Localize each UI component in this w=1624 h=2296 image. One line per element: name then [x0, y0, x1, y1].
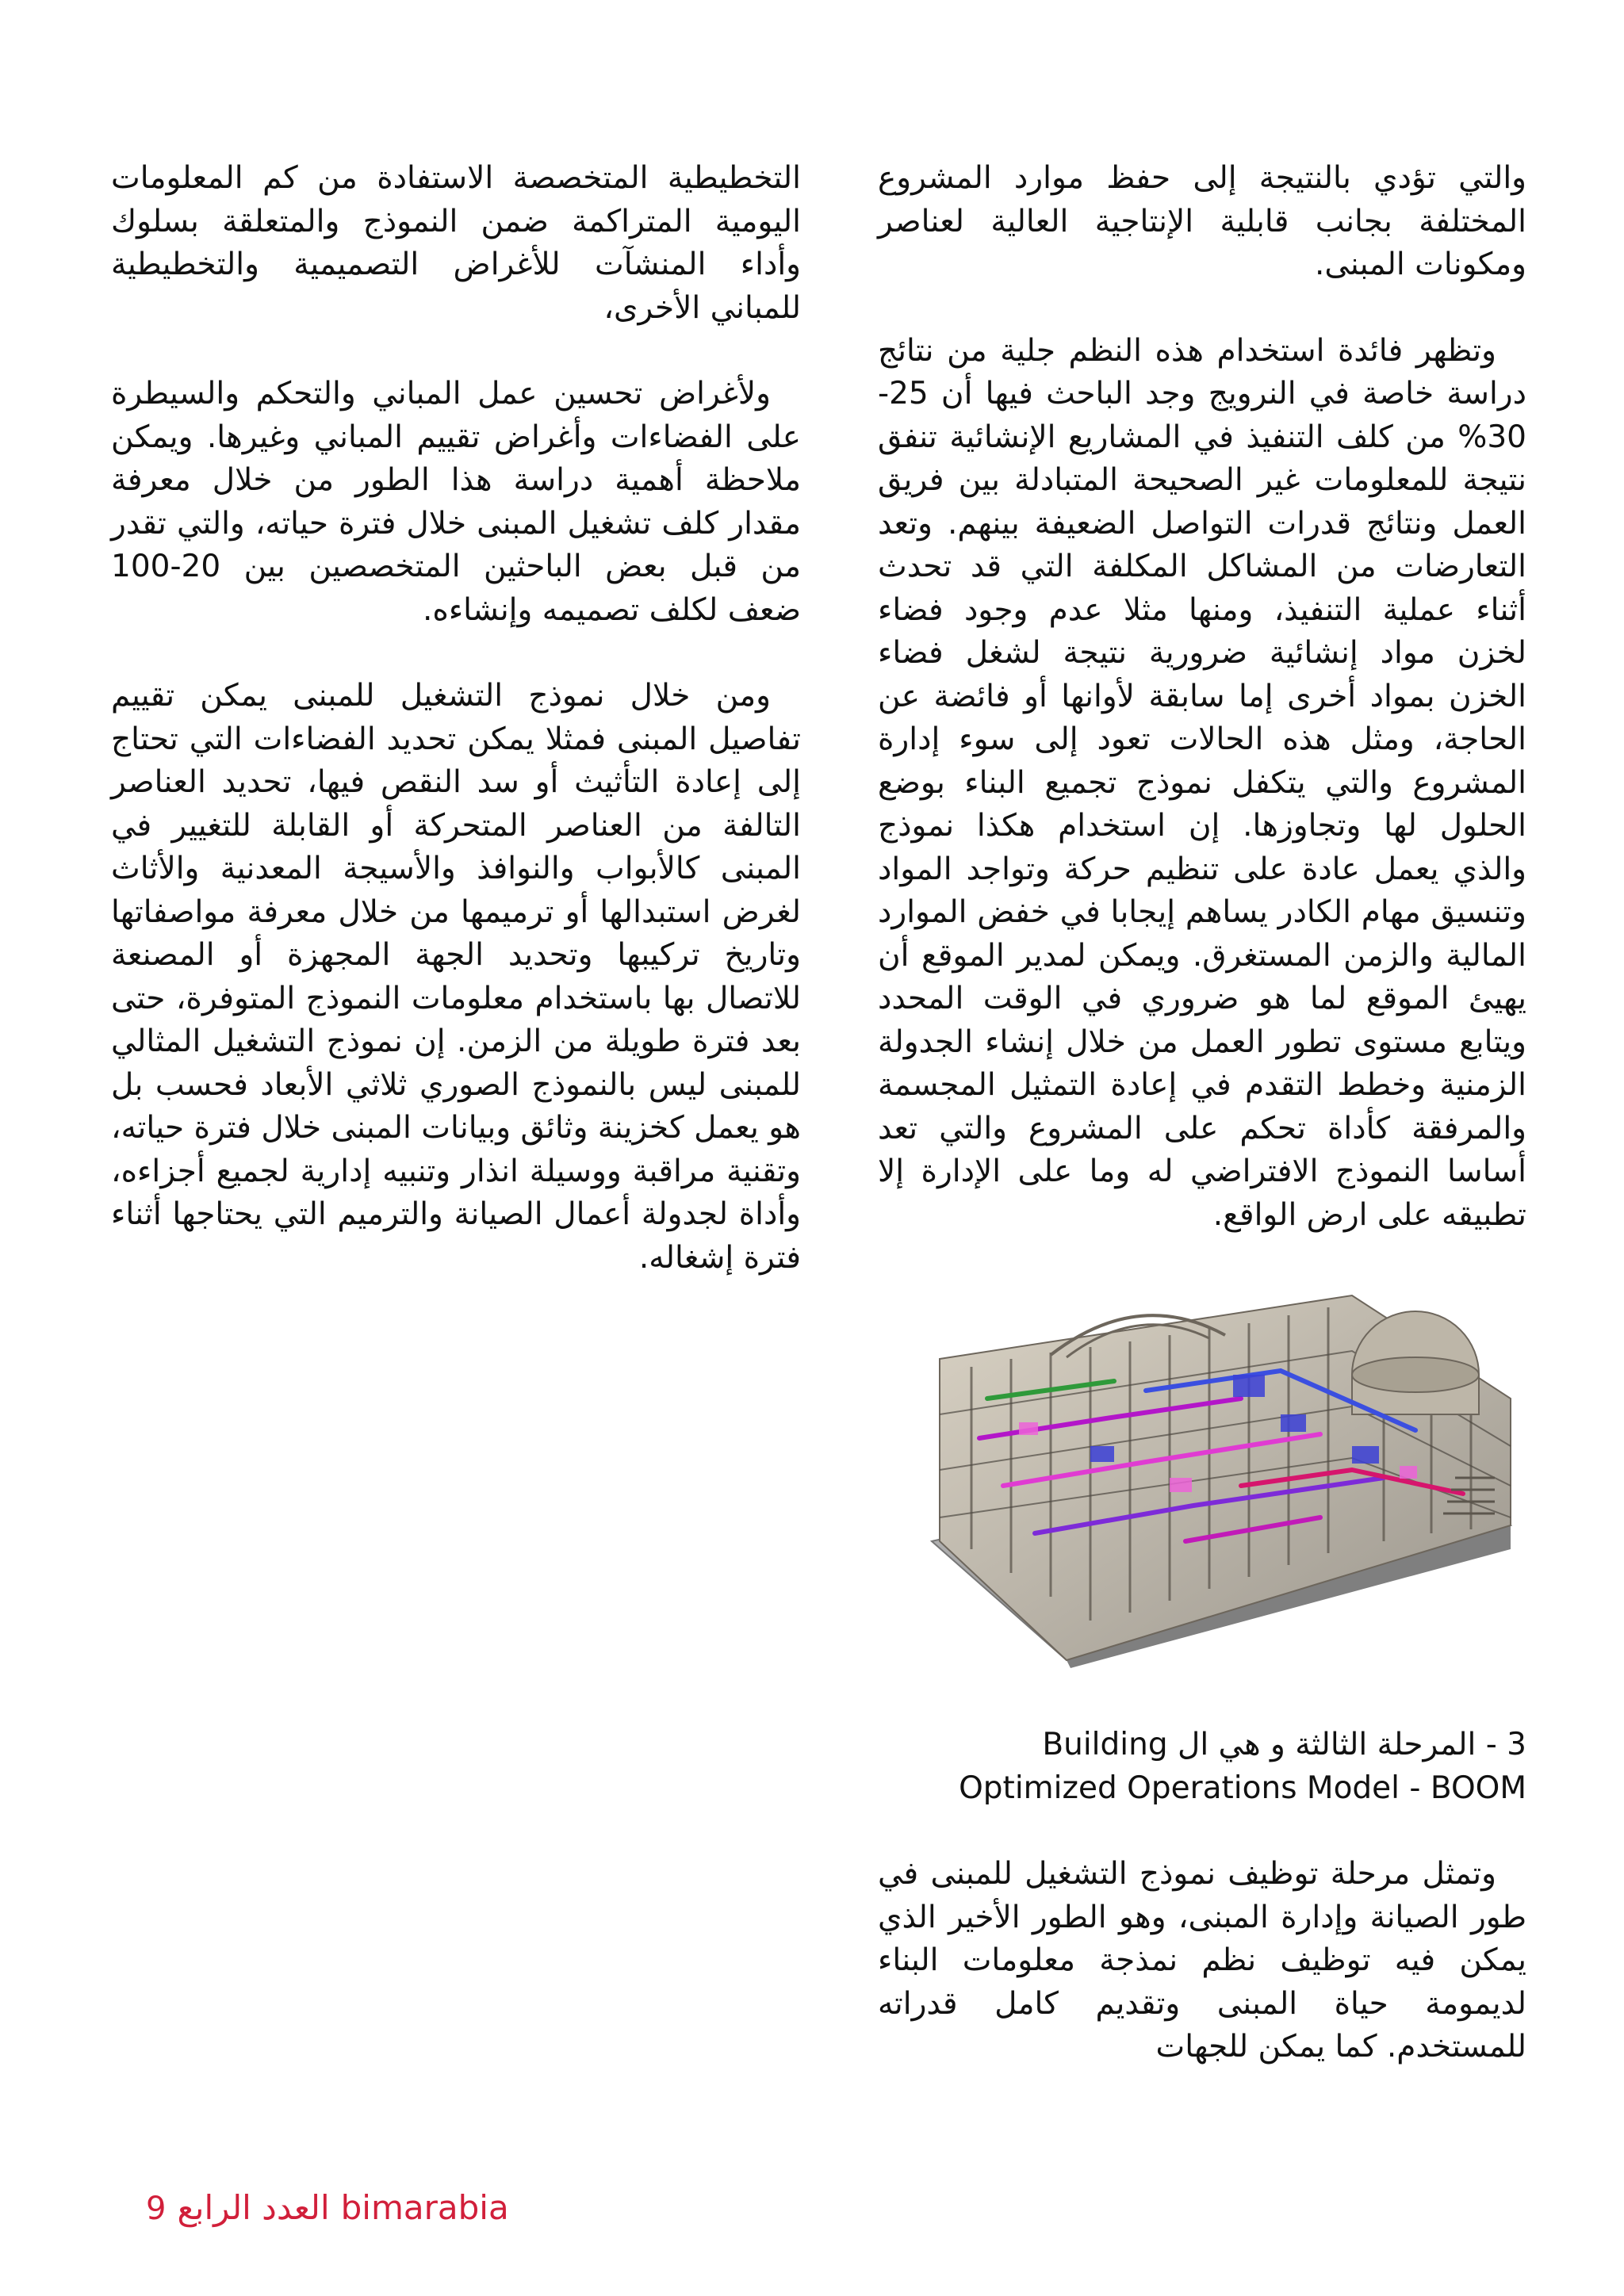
left-column [111, 157, 801, 1322]
right-paragraph-3: وتمثل مرحلة توظيف نموذج التشغيل للمبنى في طور الصيانة وإدارة المبنى، وهو الطور الأخير الذي يمكن فيه توظيف نظم نمذجة معلومات البناء لديمومة حياة المبنى وتقديم كامل قدراته للمستخدم. كما يمكن للجهات [878, 1856, 1526, 2064]
page-number: 9 [146, 2191, 167, 2227]
section-heading-boom: 3 - المرحلة الثالثة و هي ال Building Optimized Operations Model - BOOM [959, 1727, 1526, 1806]
right-paragraph-2: وتظهر فائدة استخدام هذه النظم جلية من نتائج دراسة خاصة في النرويج وجد الباحث فيها أن 25-30% من كلف التنفيذ في المشاريع الإنشائية تنفق نتيجة للمعلومات غير الصحيحة المتبادلة بين فريق العمل ونتائج قدرات التواصل الضعيفة بينهم. وتعد التعارضات من المشاكل المكلفة التي قد تحدث أثناء عملية التنفيذ، ومنها مثلا عدم وجود فضاء لخزن مواد إنشائية ضرورية نتيجة لشغل فضاء الخزن بمواد أخرى إما سابقة لأوانها أو فائضة عن الحاجة، ومثل هذه الحالات تعود إلى سوء إدارة المشروع والتي يتكفل نموذج تجميع البناء بوضع الحلول لها وتجاوزها. إن استخدام هكذا نموذج والذي يعمل عادة على تنظيم حركة وتواجد المواد وتنسيق مهام الكادر يساهم إيجابا في خفض الموارد المالية والزمن المستغرق. ويمكن لمدير الموقع أن يهيئ الموقع لما هو ضروري في الوقت المحدد ويتابع مستوى تطور العمل من خلال إنشاء الجدولة الزمنية وخطط التقدم في إعادة التمثيل المجسمة والمرفقة كأداة تحكم على المشروع والتي تعد أساسا النموذج الافتراضي له وما على الإدارة إلا تطبيقه على ارض الواقع. [878, 332, 1526, 1233]
building-model-illustration [908, 1280, 1526, 1668]
left-paragraph-3: ومن خلال نموذج التشغيل للمبنى يمكن تقييم تفاصيل المبنى فمثلا يمكن تحديد الفضاءات التي تحتاج إلى إعادة التأثيث أو سد النقص فيها، تحديد العناصر التالفة من العناصر المتحركة أو القابلة للتغيير في المبنى كالأبواب والنوافذ والأسيجة المعدنية والأثاث لغرض استبدالها أو ترميمها من خلال معرفة مواصفاتها وتاريخ تركيبها وتحديد الجهة المجهزة أو المصنعة للاتصال بها باستخدام معلومات النموذج المتوفرة، حتى بعد فترة طويلة من الزمن. إن نموذج التشغيل المثالي للمبنى ليس بالنموذج الصوري ثلاثي الأبعاد فحسب بل هو يعمل كخزينة وثائق وبيانات المبنى خلال فترة حياته، وتقنية مراقبة ووسيلة انذار وتنبيه إدارية لجميع أجزاءه، وأداة لجدولة أعمال الصيانة والترميم التي يحتاجها أثناء فترة إشغاله. [111, 678, 801, 1276]
right-paragraph-1: والتي تؤدي بالنتيجة إلى حفظ موارد المشروع المختلفة بجانب قابلية الإنتاجية العالية لعناصر ومكونات المبنى. [878, 160, 1526, 282]
magazine-name: bimarabia [340, 2188, 509, 2227]
left-paragraph-1: التخطيطية المتخصصة الاستفادة من كم المعلومات اليومية المتراكمة ضمن النموذج والمتعلقة بسلوك وأداء المنشآت للأغراض التصميمية والتخطيطية للمباني الأخرى، [111, 160, 801, 326]
issue-label: العدد الرابع [177, 2188, 330, 2227]
right-column [878, 157, 1526, 2112]
page-footer [146, 2188, 509, 2227]
left-paragraph-2: ولأغراض تحسين عمل المباني والتحكم والسيطرة على الفضاءات وأغراض تقييم المباني وغيرها. ويمكن ملاحظة أهمية دراسة هذا الطور من خلال معرفة مقدار كلف تشغيل المبنى خلال فترة حياته، والتي تقدر من قبل بعض الباحثين المتخصصين بين 20-100 ضعف لكلف تصميمه وإنشاءه. [111, 376, 801, 628]
